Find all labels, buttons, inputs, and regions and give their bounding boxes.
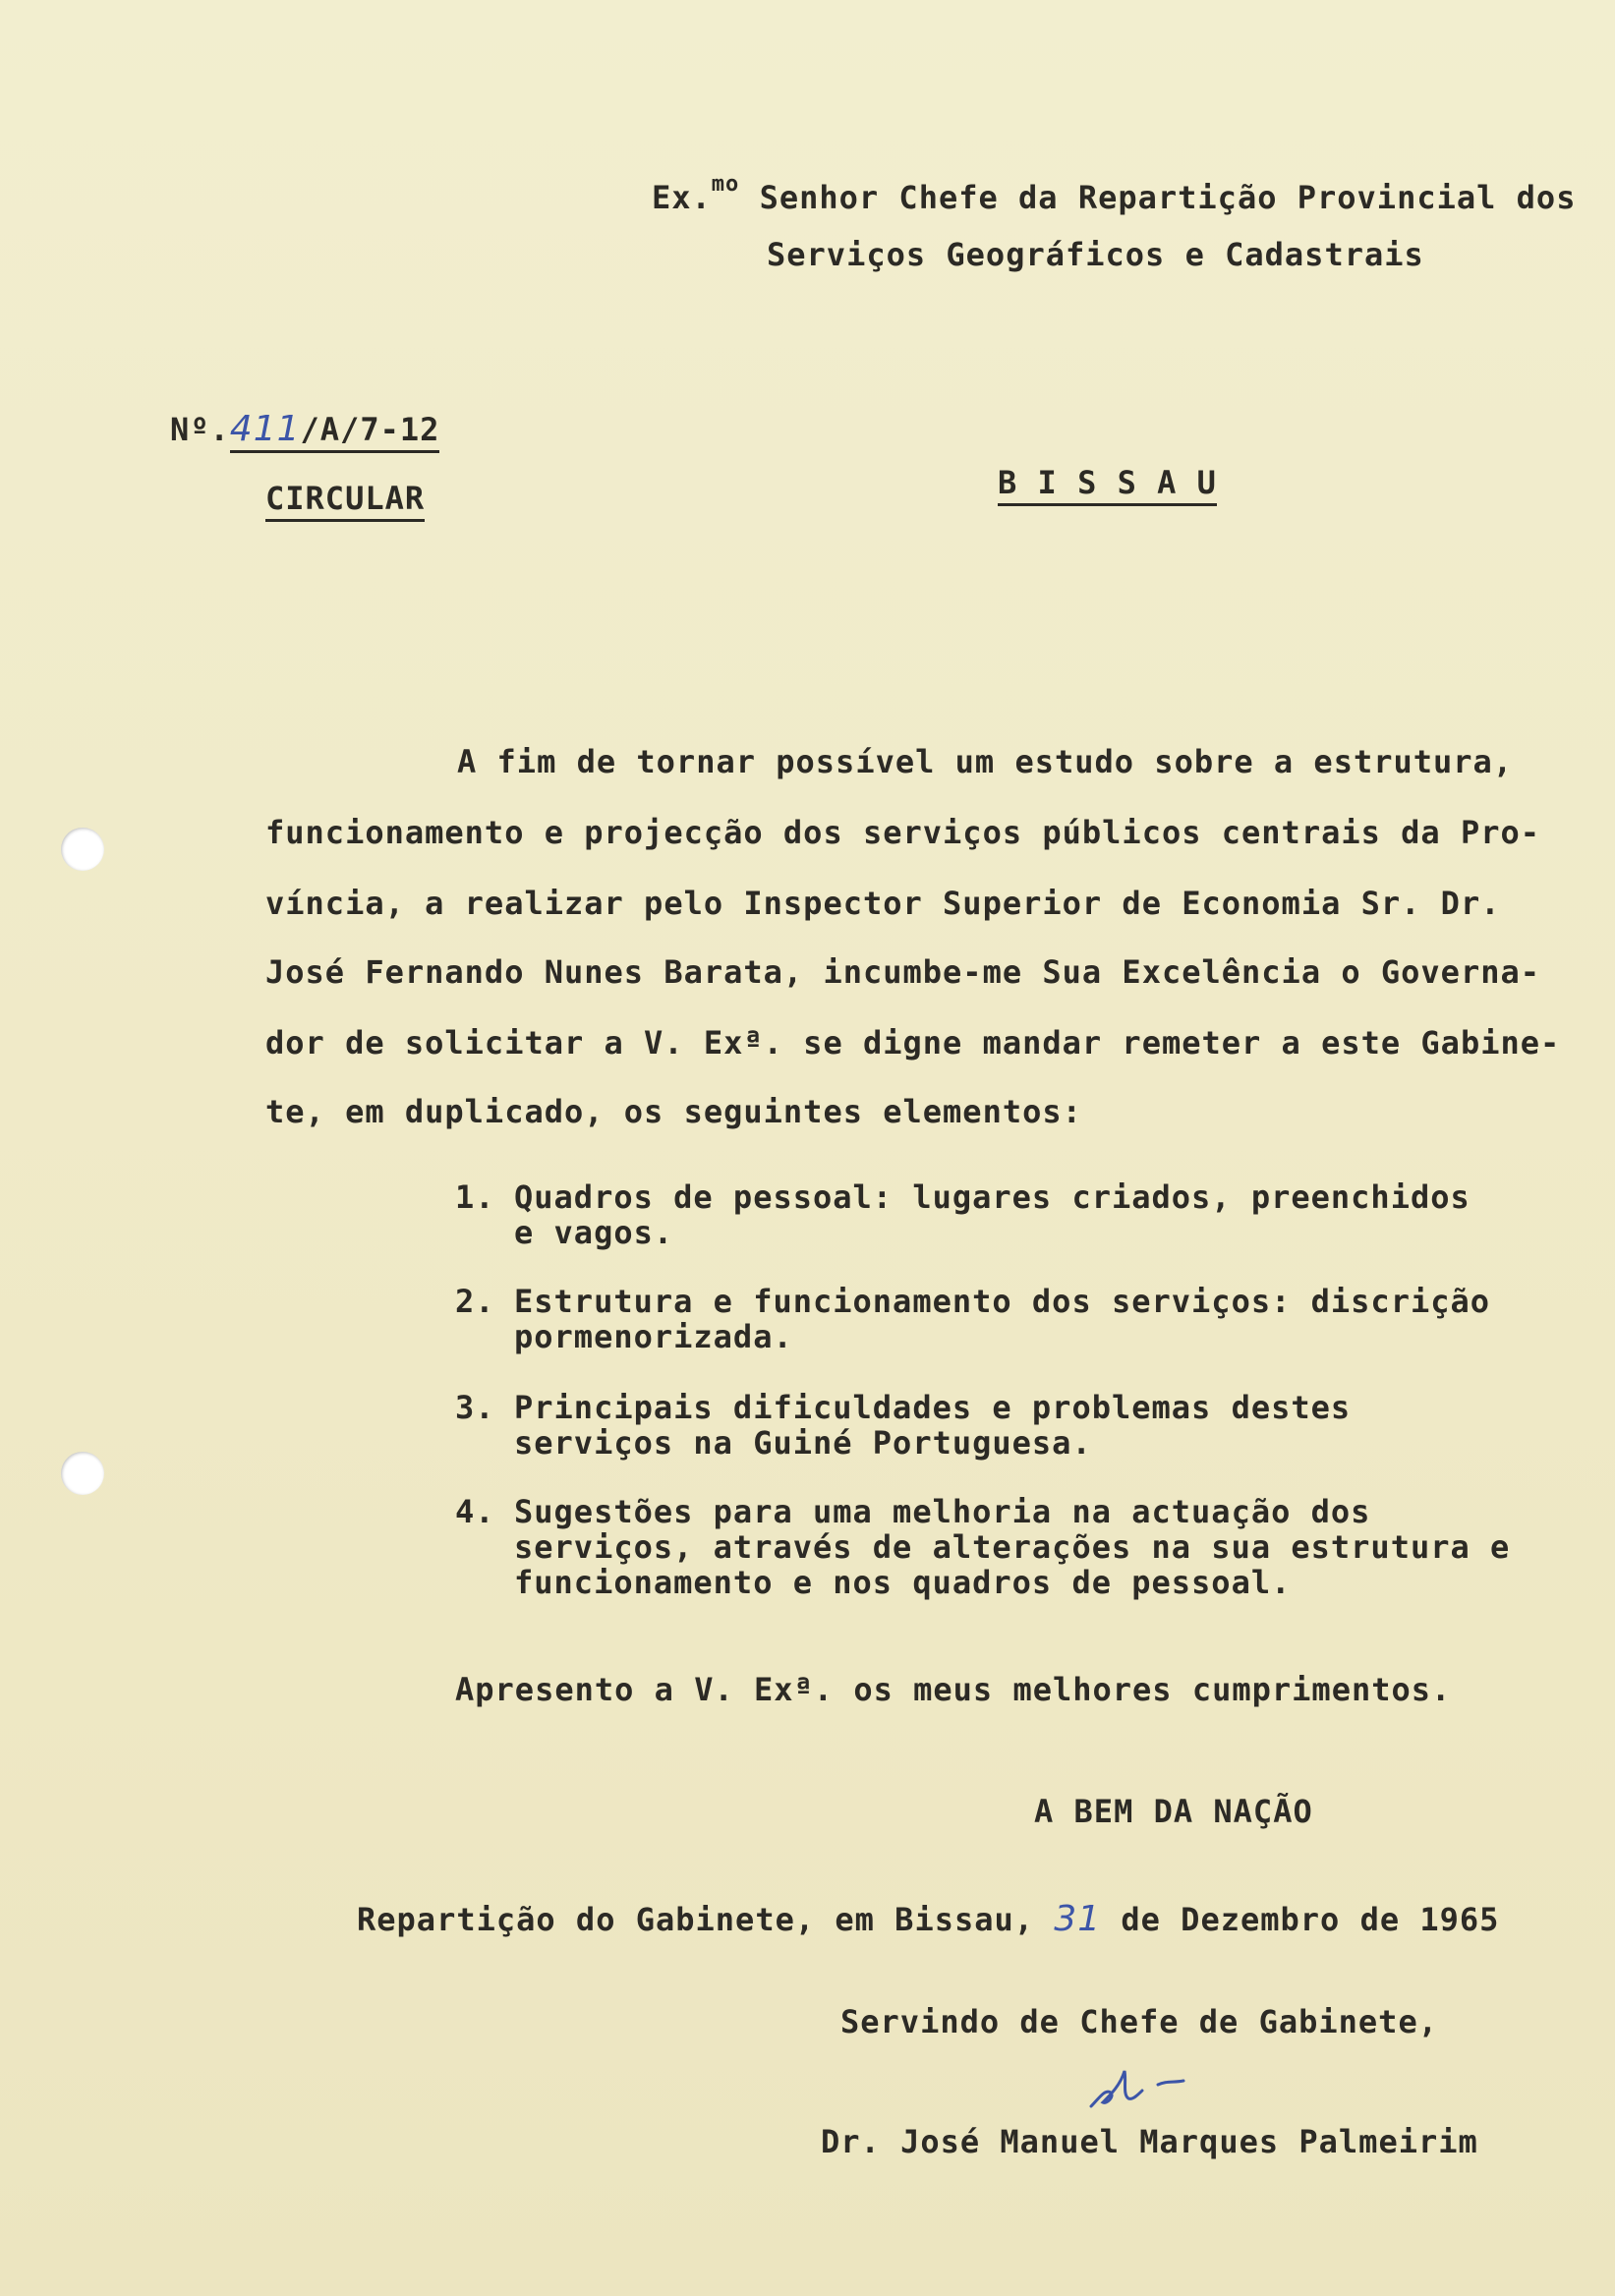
reference-handwritten-number: 411 <box>229 409 301 449</box>
list-item-number: 4. <box>455 1493 495 1530</box>
date-line-suffix: de Dezembro de 1965 <box>1121 1901 1500 1938</box>
addressee-line-2: Serviços Geográficos e Cadastrais <box>767 236 1424 273</box>
list-item-text: Principais dificuldades e problemas destes serviços na Guiné Portuguesa. <box>514 1389 1352 1462</box>
reference-suffix: /A/7-12 <box>300 411 440 448</box>
list-item-text: Sugestões para uma melhoria na actuação dos serviços, através de alterações na sua estrutura e funcionamento e nos quadros de pessoal. <box>514 1493 1511 1601</box>
date-handwritten-day: 31 <box>1054 1899 1102 1939</box>
body-line-1: A fim de tornar possível um estudo sobre a estrutura, <box>457 743 1514 780</box>
motto: A BEM DA NAÇÃO <box>1034 1793 1313 1830</box>
reference-label: Nº. <box>170 411 230 448</box>
addressee-prefix-superscript: mo <box>711 172 740 197</box>
list-item <box>455 1284 495 1319</box>
punch-hole-bottom <box>61 1452 104 1495</box>
signatory-role: Servindo de Chefe de Gabinete, <box>840 2003 1438 2040</box>
circular-label: CIRCULAR <box>265 480 425 522</box>
signature-mark <box>1081 2059 1199 2118</box>
body-line-5: dor de solicitar a V. Exª. se digne mandar remeter a este Gabine- <box>265 1024 1561 1062</box>
list-item-text: Estrutura e funcionamento dos serviços: discrição pormenorizada. <box>514 1283 1491 1355</box>
list-item <box>455 1390 495 1425</box>
closing-remark: Apresento a V. Exª. os meus melhores cumprimentos. <box>455 1671 1452 1708</box>
addressee-prefix: Ex. <box>652 179 712 216</box>
date-line <box>357 1899 1499 1939</box>
addressee-line-1 <box>652 172 1577 216</box>
reference-number <box>170 409 439 449</box>
place-heading: B I S S A U <box>998 464 1217 506</box>
reference-value <box>230 411 440 453</box>
date-line-prefix: Repartição do Gabinete, em Bissau, <box>357 1901 1035 1938</box>
list-item-number: 1. <box>455 1178 495 1216</box>
addressee-title: Senhor Chefe da Repartição Provincial dos <box>759 179 1577 216</box>
list-item-number: 2. <box>455 1283 495 1320</box>
list-item <box>455 1179 495 1215</box>
list-item-text: Quadros de pessoal: lugares criados, preenchidos e vagos. <box>514 1178 1471 1251</box>
body-line-3: víncia, a realizar pelo Inspector Superior de Economia Sr. Dr. <box>265 885 1501 922</box>
list-item-number: 3. <box>455 1389 495 1426</box>
list-item <box>455 1494 495 1529</box>
body-line-4: José Fernando Nunes Barata, incumbe-me Sua Excelência o Governa- <box>265 953 1540 991</box>
punch-hole-top <box>61 828 104 871</box>
body-line-6: te, em duplicado, os seguintes elementos: <box>265 1093 1082 1130</box>
body-line-2: funcionamento e projecção dos serviços públicos centrais da Pro- <box>265 814 1540 851</box>
signatory-name: Dr. José Manuel Marques Palmeirim <box>821 2123 1478 2160</box>
